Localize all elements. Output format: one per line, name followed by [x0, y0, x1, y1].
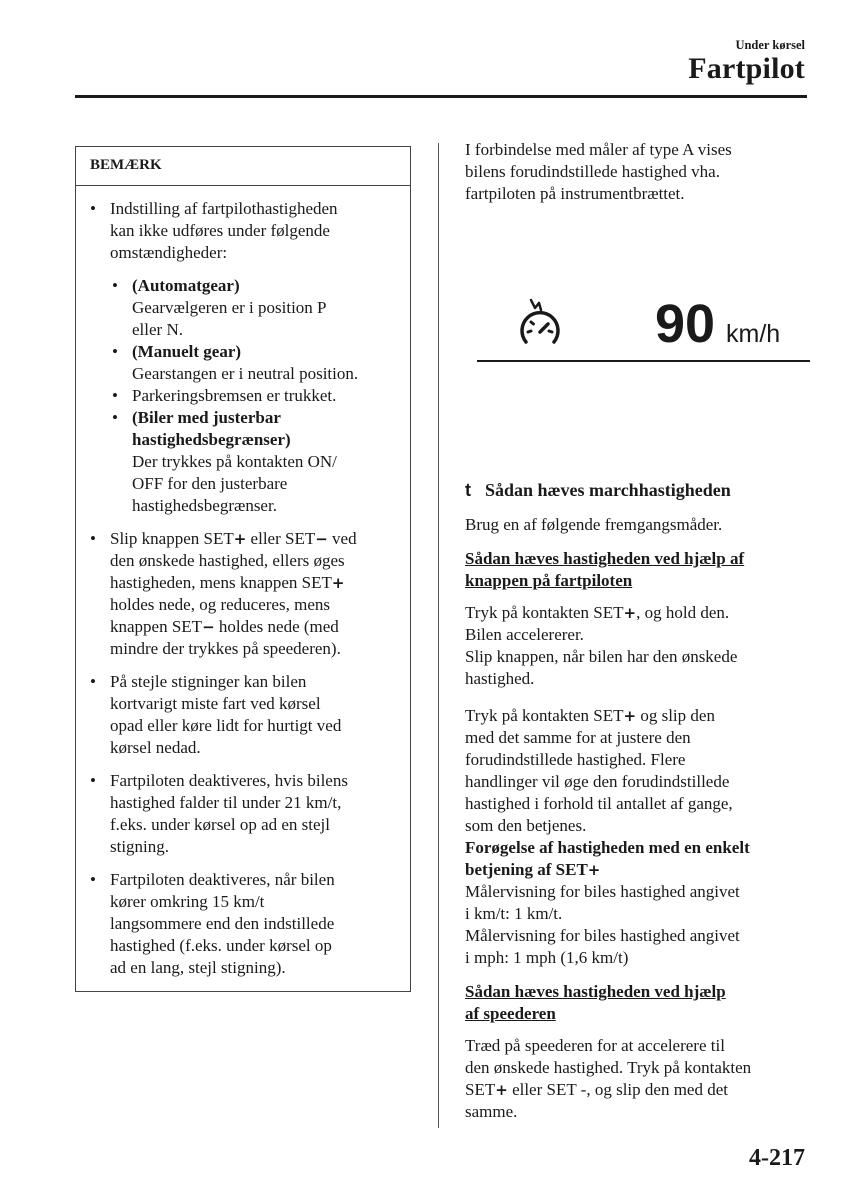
text-line: af speederen: [465, 1004, 556, 1023]
plus-icon: +: [495, 1081, 508, 1099]
sub-item-speed-limiter: [110, 407, 400, 517]
minus-icon: −: [202, 618, 215, 636]
text-line: i km/t: 1 km/t.: [465, 904, 563, 923]
section-marker: t: [465, 480, 471, 500]
column-divider: [438, 143, 439, 1128]
paragraph-hold: [465, 602, 810, 690]
text-line: Tryk på kontakten SET+ og slip den: [465, 706, 715, 725]
paragraph-tap: [465, 705, 810, 837]
cruise-display: [477, 290, 810, 362]
text-line: kortvarigt miste fart ved kørsel: [110, 694, 321, 713]
plus-icon: +: [587, 861, 601, 879]
speed-unit: km/h: [726, 320, 781, 348]
text-line: opad eller køre lidt for hurtigt ved: [110, 716, 342, 735]
text-line: i mph: 1 mph (1,6 km/t): [465, 948, 629, 967]
text-line: I forbindelse med måler af type A vises: [465, 140, 732, 159]
header-rule: [75, 95, 807, 98]
text-line: fartpiloten på instrumentbrættet.: [465, 184, 685, 203]
plus-icon: +: [623, 604, 637, 622]
bullet-dot: •: [112, 342, 118, 361]
text-line: som den betjenes.: [465, 816, 587, 835]
text-line: På stejle stigninger kan bilen: [110, 672, 307, 691]
text-line: Sådan hæves hastigheden ved hjælp af: [465, 549, 745, 568]
sub-item-manual: [110, 341, 400, 385]
bullet-dot: •: [90, 529, 96, 548]
text-line: Slip knappen, når bilen har den ønskede: [465, 647, 738, 666]
note-bullet-release: [88, 528, 400, 660]
text-line: Fartpiloten deaktiveres, når bilen: [110, 870, 335, 889]
text-line: den ønskede hastighed. Tryk på kontakten: [465, 1058, 752, 1077]
note-bullet-slopes: [88, 671, 400, 759]
text-line: handlinger vil øge den forudindstillede: [465, 772, 730, 791]
bullet-dot: •: [112, 408, 118, 427]
text-line: kører omkring 15 km/t: [110, 892, 265, 911]
sub-item-title: hastighedsbegrænser): [132, 430, 291, 449]
text-line: omstændigheder:: [110, 243, 228, 262]
subheading-button: [465, 548, 810, 592]
text-line: Indstilling af fartpilothastigheden: [110, 199, 338, 218]
text-line: knappen SET− holdes nede (med: [110, 617, 339, 636]
plus-icon: +: [623, 707, 637, 725]
sub-item-title: (Biler med justerbar: [132, 408, 281, 427]
section-heading: [465, 479, 810, 501]
page-number: 4-217: [749, 1145, 805, 1171]
note-box: [75, 146, 411, 992]
text-line: Træd på speederen for at accelerere til: [465, 1036, 725, 1055]
bullet-dot: •: [112, 276, 118, 295]
text-line: knappen på fartpiloten: [465, 571, 633, 590]
page-title: Fartpilot: [688, 52, 805, 85]
minus-icon: −: [315, 530, 328, 548]
bullet-dot: •: [90, 199, 96, 218]
bullet-dot: •: [90, 771, 96, 790]
bullet-dot: •: [90, 870, 96, 889]
speed-value: 90: [655, 294, 716, 354]
increment-block: [465, 837, 810, 969]
increment-title: betjening af SET+: [465, 860, 601, 879]
text-line: hastighed falder til under 21 km/t,: [110, 793, 342, 812]
text-line: Slip knappen SET+ eller SET− ved: [110, 529, 357, 548]
note-body: [76, 186, 410, 979]
sub-item-automatic: [110, 275, 400, 341]
sub-item-title: (Automatgear): [132, 276, 240, 295]
text-line: bilens forudindstillede hastighed vha.: [465, 162, 720, 181]
text-line: langsommere end den indstillede: [110, 914, 335, 933]
text-line: f.eks. under kørsel op ad en stejl: [110, 815, 330, 834]
sub-item-title: (Manuelt gear): [132, 342, 242, 361]
display-underline: [477, 360, 810, 362]
intro-paragraph: [465, 139, 810, 205]
text-line: forudindstillede hastighed. Flere: [465, 750, 686, 769]
plus-icon: +: [233, 530, 247, 548]
plus-icon: +: [331, 574, 345, 592]
text-line: hastigheden, mens knappen SET+: [110, 573, 345, 592]
text-line: hastighedsbegrænser.: [132, 496, 277, 515]
text-line: hastighed (f.eks. under kørsel op: [110, 936, 332, 955]
text-line: SET+ eller SET -, og slip den med det: [465, 1080, 728, 1099]
cruise-control-speedometer-icon: [515, 298, 565, 352]
text-line: med det samme for at justere den: [465, 728, 691, 747]
subheading-accelerator: [465, 981, 810, 1025]
note-bullet-conditions: [88, 198, 400, 517]
text-line: mindre der trykkes på speederen).: [110, 639, 341, 658]
section-label: Under kørsel: [735, 38, 805, 52]
text-line: Sådan hæves hastigheden ved hjælp: [465, 982, 726, 1001]
text-line: Bilen accelererer.: [465, 625, 584, 644]
text-line: Målervisning for biles hastighed angivet: [465, 882, 740, 901]
text-line: kørsel nedad.: [110, 738, 201, 757]
note-bullet-deactivate-speed: [88, 770, 400, 858]
text-line: holdes nede, og reduceres, mens: [110, 595, 330, 614]
text-line: OFF for den justerbare: [132, 474, 288, 493]
text-line: Målervisning for biles hastighed angivet: [465, 926, 740, 945]
text-line: eller N.: [132, 320, 183, 339]
text-line: ad en lang, stejl stigning).: [110, 958, 286, 977]
increment-title: Forøgelse af hastigheden med en enkelt: [465, 838, 750, 857]
bullet-dot: •: [112, 386, 118, 405]
bullet-dot: •: [90, 672, 96, 691]
text-line: kan ikke udføres under følgende: [110, 221, 330, 240]
text-line: Parkeringsbremsen er trukket.: [132, 386, 337, 405]
sub-list: [110, 275, 400, 517]
text-line: stigning.: [110, 837, 170, 856]
sub-item-parking-brake: [110, 385, 400, 407]
paragraph-accelerator: [465, 1035, 810, 1123]
text-line: Fartpiloten deaktiveres, hvis bilens: [110, 771, 348, 790]
text-line: den ønskede hastighed, ellers øges: [110, 551, 345, 570]
section-intro: Brug en af følgende fremgangsmåder.: [465, 515, 723, 534]
note-heading: BEMÆRK: [76, 147, 410, 186]
text-line: hastighed i forhold til antallet af gange,: [465, 794, 733, 813]
note-bullet-deactivate-slower: [88, 869, 400, 979]
text-line: Tryk på kontakten SET+, og hold den.: [465, 603, 730, 622]
text-line: Der trykkes på kontakten ON/: [132, 452, 337, 471]
text-line: Gearvælgeren er i position P: [132, 298, 327, 317]
text-line: hastighed.: [465, 669, 535, 688]
section-title: Sådan hæves marchhastigheden: [485, 480, 731, 500]
text-line: Gearstangen er i neutral position.: [132, 364, 359, 383]
text-line: samme.: [465, 1102, 518, 1121]
